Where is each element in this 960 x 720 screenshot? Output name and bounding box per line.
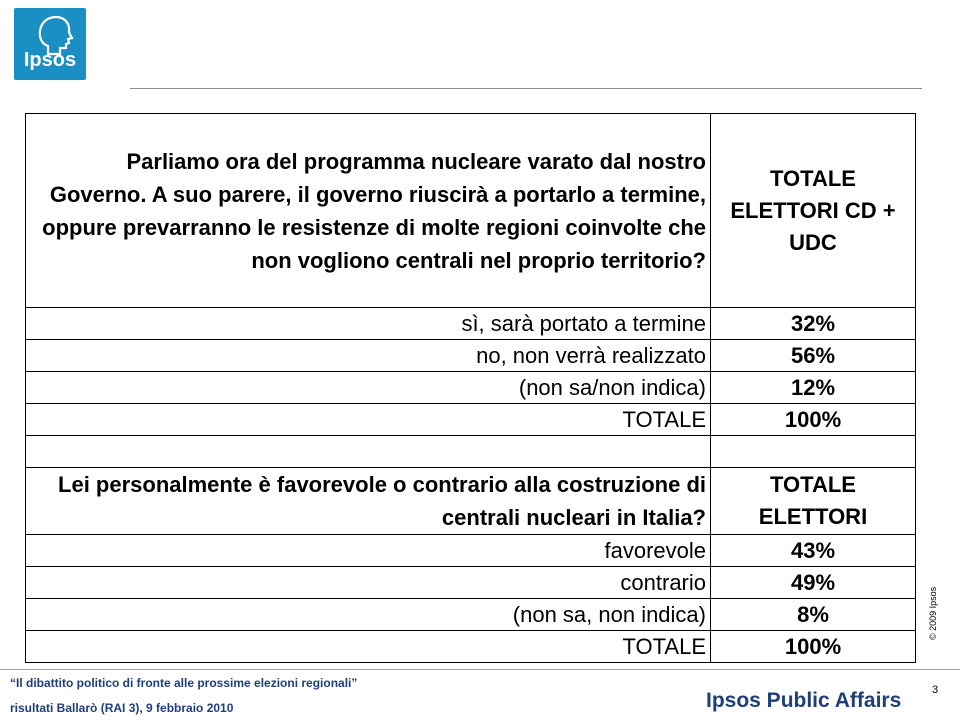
row-value: 32% xyxy=(711,308,916,340)
table-row xyxy=(26,567,916,599)
column-header-1: TOTALE ELETTORI CD + UDC xyxy=(711,114,916,308)
question-1: Parliamo ora del programma nucleare varato dal nostro Governo. A suo parere, il governo riuscirà a portarlo a termine, oppure prevarranno le resistenze di molte regioni coinvolte che non vogliono centrali nel proprio territorio? xyxy=(26,114,711,308)
row-label: TOTALE xyxy=(26,631,711,663)
table-row xyxy=(26,535,916,567)
table-row xyxy=(26,599,916,631)
row-value: 12% xyxy=(711,372,916,404)
page-number: 3 xyxy=(932,684,939,696)
ipsos-logo xyxy=(14,8,86,80)
question-2: Lei personalmente è favorevole o contrario alla costruzione di centrali nucleari in Italia? xyxy=(26,468,711,535)
table-header-row xyxy=(26,114,916,308)
table-row xyxy=(26,631,916,663)
brand-name: Ipsos Public Affairs xyxy=(706,689,902,712)
row-value: 43% xyxy=(711,535,916,567)
row-label: (non sa/non indica) xyxy=(26,372,711,404)
footer-study-title: “Il dibattito politico di fronte alle prossime elezioni regionali” xyxy=(10,676,358,690)
logo-wordmark: Ipsos xyxy=(23,49,77,71)
spacer-row xyxy=(26,436,916,468)
row-label: favorevole xyxy=(26,535,711,567)
table-row xyxy=(26,372,916,404)
footer-results-source: risultati Ballarò (RAI 3), 9 febbraio 2010 xyxy=(10,701,234,715)
row-value: 49% xyxy=(711,567,916,599)
row-label: no, non verrà realizzato xyxy=(26,340,711,372)
copyright-notice: © 2009 Ipsos xyxy=(928,586,938,640)
row-label: TOTALE xyxy=(26,404,711,436)
survey-table xyxy=(25,113,916,663)
column-header-2: TOTALE ELETTORI xyxy=(711,468,916,535)
row-label: sì, sarà portato a termine xyxy=(26,308,711,340)
header-divider xyxy=(130,88,922,89)
row-value: 100% xyxy=(711,631,916,663)
row-value: 56% xyxy=(711,340,916,372)
table-header-row xyxy=(26,468,916,535)
row-label: contrario xyxy=(26,567,711,599)
row-value: 100% xyxy=(711,404,916,436)
row-label: (non sa, non indica) xyxy=(26,599,711,631)
table-row xyxy=(26,340,916,372)
table-row xyxy=(26,404,916,436)
footer-divider xyxy=(0,669,960,670)
table-row xyxy=(26,308,916,340)
row-value: 8% xyxy=(711,599,916,631)
